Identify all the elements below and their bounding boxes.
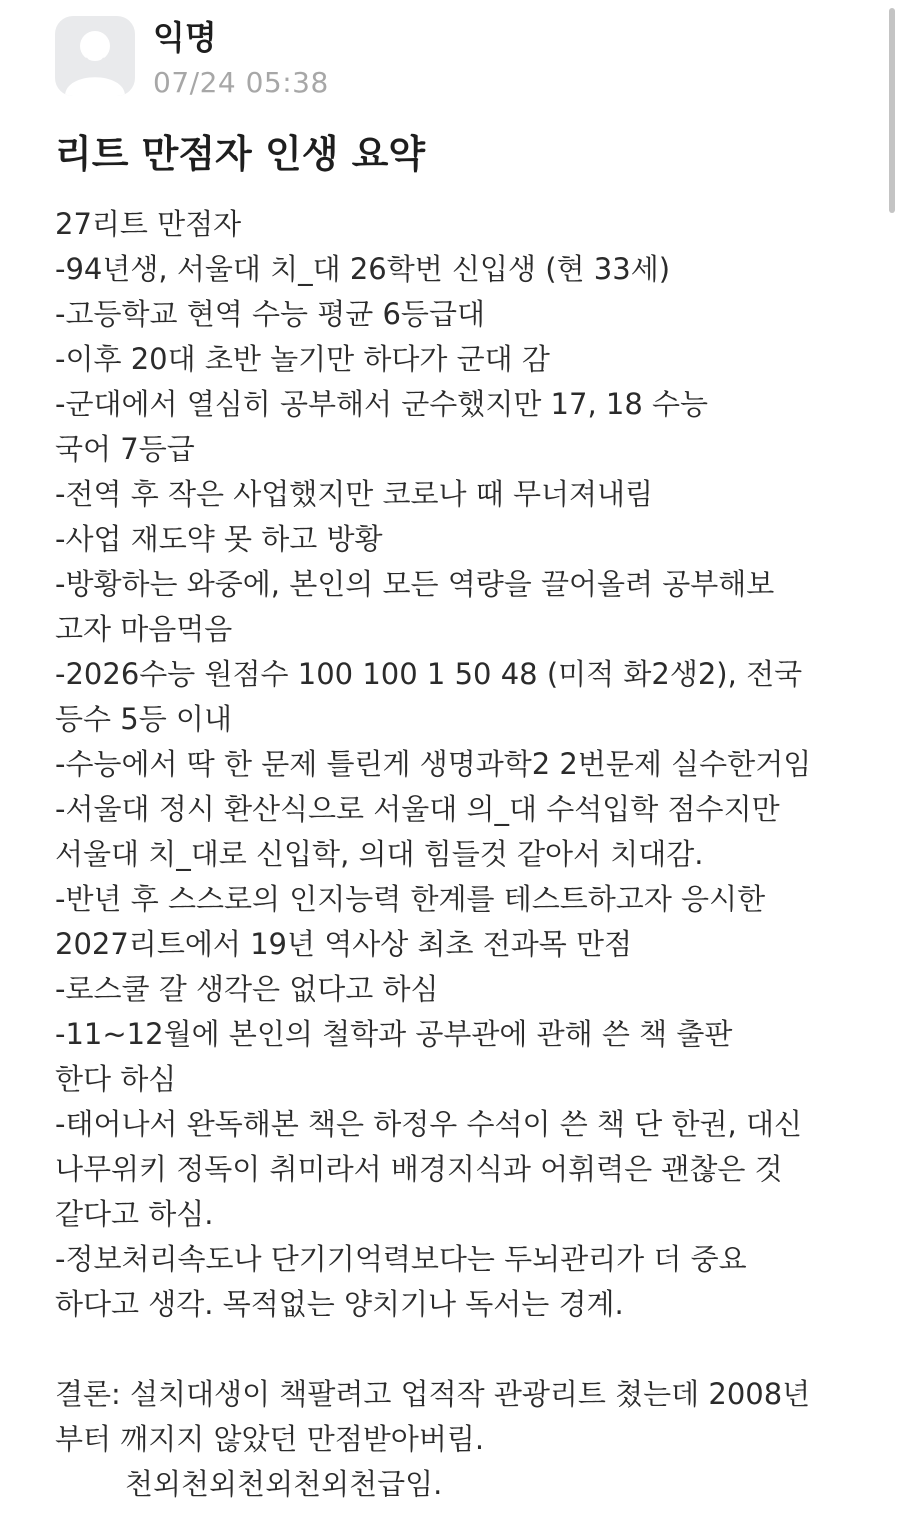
body-line: 서울대 치_대로 신입학, 의대 힘들것 같아서 치대감. xyxy=(55,837,704,871)
body-line: 국어 7등급 xyxy=(55,432,195,466)
post-timestamp: 07/24 05:38 xyxy=(153,66,329,99)
body-line: 나무위키 정독이 취미라서 배경지식과 어휘력은 괜찮은 것 xyxy=(55,1152,783,1186)
body-line: -수능에서 딱 한 문제 틀린게 생명과학2 2번문제 실수한거임 xyxy=(55,747,812,781)
scrollbar-thumb[interactable] xyxy=(889,8,895,213)
body-line: -반년 후 스스로의 인지능력 한계를 테스트하고자 응시한 xyxy=(55,882,766,916)
avatar[interactable] xyxy=(55,16,135,96)
body-line: -방황하는 와중에, 본인의 모든 역량을 끌어올려 공부해보 xyxy=(55,567,775,601)
body-line: 27리트 만점자 xyxy=(55,207,242,241)
body-line: -고등학교 현역 수능 평균 6등급대 xyxy=(55,297,485,331)
body-line: -11~12월에 본인의 철학과 공부관에 관해 쓴 책 출판 xyxy=(55,1017,733,1051)
body-line: -로스쿨 갈 생각은 없다고 하심 xyxy=(55,972,439,1006)
body-line: 2027리트에서 19년 역사상 최초 전과목 만점 xyxy=(55,927,633,961)
body-line: -사업 재도약 못 하고 방황 xyxy=(55,522,383,556)
body-line: 고자 마음먹음 xyxy=(55,612,233,646)
closing-line: 천외천외천외천외천급임. xyxy=(125,1467,443,1501)
post-header xyxy=(55,16,855,106)
body-line: -2026수능 원점수 100 100 1 50 48 (미적 화2생2), 전국 xyxy=(55,657,803,691)
scrollbar[interactable] xyxy=(884,0,900,1520)
author-name: 익명 xyxy=(153,18,217,57)
body-line: -94년생, 서울대 치_대 26학번 신입생 (현 33세) xyxy=(55,252,671,286)
body-line: -정보처리속도나 단기기억력보다는 두뇌관리가 더 중요 xyxy=(55,1242,747,1276)
body-line: 등수 5등 이내 xyxy=(55,702,232,736)
body-line: 같다고 하심. xyxy=(55,1197,214,1231)
paragraph-spacer xyxy=(55,1327,850,1372)
body-line: 한다 하심 xyxy=(55,1062,177,1096)
body-line: -태어나서 완독해본 책은 하정우 수석이 쓴 책 단 한권, 대신 xyxy=(55,1107,802,1141)
body-line: 하다고 생각. 목적없는 양치기나 독서는 경계. xyxy=(55,1287,624,1321)
body-line: -이후 20대 초반 놀기만 하다가 군대 감 xyxy=(55,342,550,376)
body-line: -전역 후 작은 사업했지만 코로나 때 무너져내림 xyxy=(55,477,654,511)
conclusion-line: 결론: 설치대생이 책팔려고 업적작 관광리트 쳤는데 2008년 xyxy=(55,1377,811,1411)
conclusion-line: 부터 깨지지 않았던 만점받아버림. xyxy=(55,1422,485,1456)
post-body xyxy=(55,202,850,1507)
body-line: -군대에서 열심히 공부해서 군수했지만 17, 18 수능 xyxy=(55,387,709,421)
body-line: -서울대 정시 환산식으로 서울대 의_대 수석입학 점수지만 xyxy=(55,792,780,826)
post-title: 리트 만점자 인생 요약 xyxy=(55,132,426,176)
anonymous-user-icon xyxy=(55,16,135,96)
